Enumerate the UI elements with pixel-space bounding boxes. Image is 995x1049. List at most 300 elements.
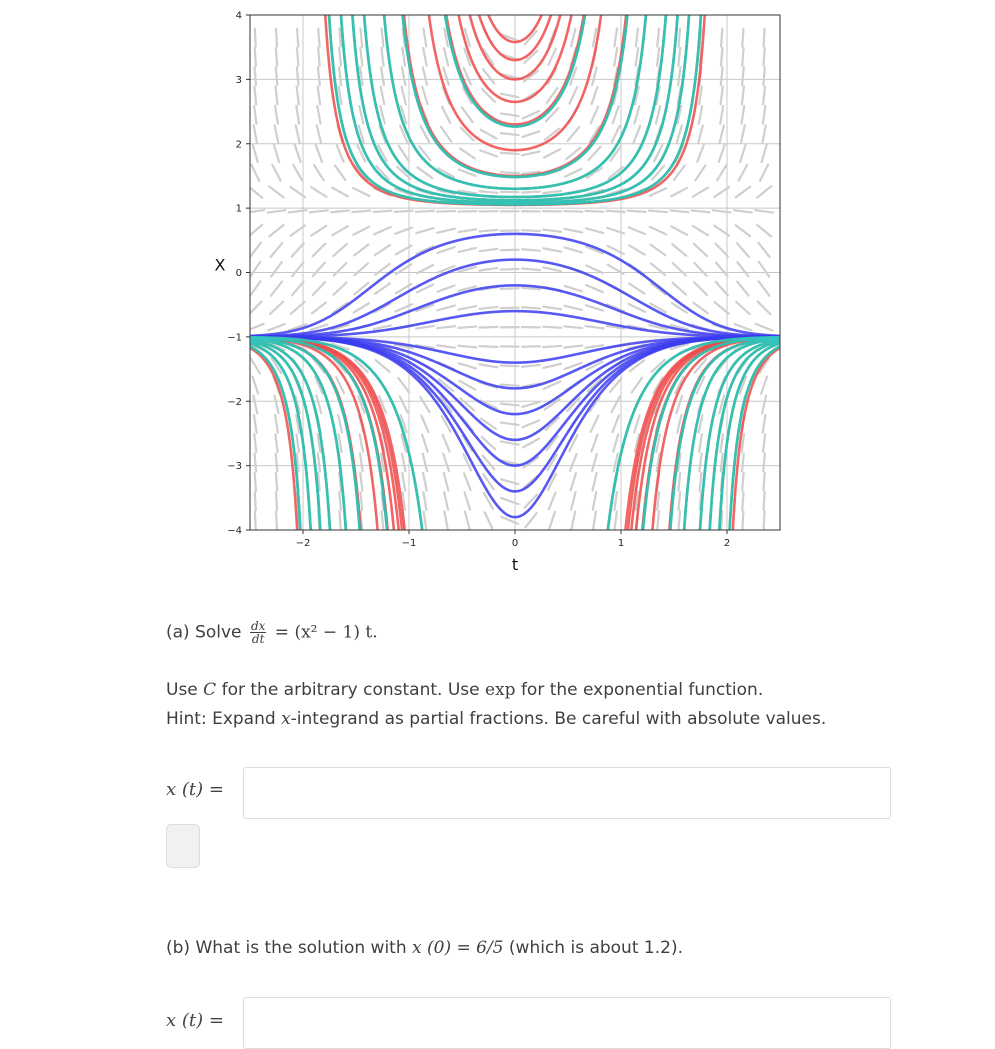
slope-segment [673, 283, 686, 295]
slope-segment [593, 492, 596, 510]
slope-segment [331, 210, 349, 212]
slope-segment [395, 228, 412, 234]
slope-segment [458, 229, 476, 232]
slope-segment [716, 282, 728, 295]
slope-segment [274, 145, 279, 162]
slope-segment [360, 473, 362, 491]
slope-segment [481, 130, 497, 139]
slope-segment [571, 473, 576, 490]
slope-segment [318, 29, 319, 47]
slope-segment [501, 441, 519, 444]
slope-segment [763, 67, 765, 85]
slope-segment [416, 228, 433, 233]
slope-segment [423, 48, 426, 66]
slope-segment [354, 244, 368, 255]
slope-segment [522, 151, 540, 155]
slope-segment [423, 454, 427, 471]
slope-segment [422, 435, 428, 452]
slope-segment [332, 226, 348, 235]
slope-segment [501, 288, 519, 289]
slope-segment [460, 148, 475, 158]
slope-segment [636, 48, 638, 66]
slope-segment [721, 87, 723, 105]
slope-segment [318, 48, 320, 66]
slope-segment [615, 511, 617, 529]
slope-segment [251, 165, 259, 181]
slope-segment [480, 346, 498, 347]
slope-segment [480, 327, 498, 328]
y-tick-label: 3 [236, 75, 242, 86]
slope-segment [693, 303, 707, 314]
slope-segment [742, 511, 743, 529]
slope-segment [310, 210, 328, 212]
slope-segment [636, 29, 638, 47]
slope-segment [694, 244, 707, 256]
slope-segment [586, 345, 604, 348]
hint-variable: x [281, 709, 291, 729]
slope-segment [713, 210, 731, 212]
slope-segment [586, 266, 602, 273]
slope-segment [443, 435, 450, 452]
slope-segment [523, 420, 540, 427]
slope-segment [763, 48, 764, 66]
initial-condition: x (0) = 6/5 [412, 938, 503, 958]
slope-segment [276, 473, 277, 491]
x-axis-label: t [512, 555, 518, 574]
slope-segment [458, 327, 476, 328]
slope-segment [255, 492, 256, 510]
part-b-answer-label: x (t) = [166, 1010, 224, 1031]
slope-segment [465, 492, 470, 509]
slope-segment [756, 324, 773, 331]
slope-segment [272, 165, 280, 181]
slope-segment [249, 301, 261, 314]
slope-segment [586, 228, 603, 233]
slope-segment [739, 165, 748, 181]
slope-segment [276, 511, 277, 529]
slope-segment [650, 227, 666, 235]
slope-segment [462, 108, 473, 123]
slope-segment [764, 492, 765, 510]
slope-segment [760, 165, 768, 181]
slope-segment [317, 106, 320, 124]
slope-segment [458, 306, 476, 309]
slope-segment [360, 29, 362, 47]
y-tick-label: −3 [227, 461, 242, 472]
slope-segment [253, 145, 258, 162]
slope-segment [549, 512, 555, 529]
slope-segment [634, 126, 641, 143]
part-a-answer-input[interactable] [243, 767, 891, 819]
slope-segment [254, 125, 257, 143]
slope-segment [271, 281, 282, 295]
slope-segment [763, 106, 765, 124]
slope-segment [742, 67, 744, 85]
slope-segment [543, 191, 561, 193]
slope-segment [736, 302, 749, 314]
slope-segment [480, 191, 498, 193]
slope-segment [360, 492, 362, 510]
slope-segment [480, 150, 497, 156]
ode-right-hand-side: = (x² − 1) t. [275, 623, 378, 643]
slope-segment [292, 243, 304, 256]
slope-segment [254, 415, 257, 433]
slope-segment [421, 416, 428, 433]
slope-segment [374, 211, 392, 212]
slope-segment [250, 281, 260, 296]
slope-segment [763, 453, 765, 471]
slope-segment [612, 415, 618, 432]
slope-segment [757, 225, 771, 236]
slope-segment [721, 67, 723, 85]
slope-segment [699, 434, 702, 452]
slope-segment [721, 453, 723, 471]
slope-segment [398, 378, 409, 392]
slope-segment [402, 473, 405, 491]
slope-segment [742, 492, 743, 510]
slope-segment [501, 113, 519, 116]
slope-segment [313, 263, 325, 276]
slope-segment [382, 29, 384, 47]
slope-segment [720, 125, 724, 143]
slope-segment [678, 67, 680, 85]
slope-segment [759, 262, 769, 277]
slope-segment [442, 107, 450, 123]
slope-segment [483, 69, 494, 83]
slope-segment [255, 473, 256, 491]
slope-segment [255, 48, 256, 66]
slope-segment [522, 346, 540, 347]
part-b-answer-input[interactable] [243, 997, 891, 1049]
slope-segment [295, 145, 301, 162]
slope-segment [649, 211, 667, 212]
slope-segment [758, 302, 771, 315]
slope-segment [565, 247, 582, 252]
slope-segment [764, 511, 765, 529]
slope-segment [318, 67, 320, 85]
slope-segment [444, 48, 448, 65]
slope-segment [715, 243, 727, 256]
slope-segment [276, 29, 277, 47]
slope-segment [374, 227, 390, 234]
slope-segment [564, 326, 582, 328]
slope-segment [275, 125, 279, 143]
slope-segment [480, 249, 498, 251]
slope-segment [565, 169, 581, 177]
slope-segment [335, 165, 345, 180]
slope-segment [671, 226, 687, 235]
y-tick-label: 0 [236, 268, 242, 279]
slope-segment [437, 229, 455, 233]
slope-segment [695, 165, 705, 180]
slope-segment [522, 365, 540, 367]
derivative-fraction [250, 620, 266, 645]
slope-segment [657, 29, 659, 47]
slope-segment [720, 106, 723, 124]
slope-segment [734, 324, 751, 330]
slope-segment [762, 125, 765, 143]
slope-segment [276, 87, 278, 105]
y-tick-label: −2 [227, 397, 242, 408]
slope-segment [522, 288, 540, 290]
slope-segment [699, 87, 702, 105]
hint-text-1: Hint: Expand [166, 709, 276, 729]
fraction-numerator: dx [250, 620, 266, 633]
slope-segment [313, 282, 325, 295]
slope-segment [354, 303, 369, 312]
slope-segment [269, 187, 283, 198]
slope-segment [423, 492, 426, 510]
slope-segment [354, 283, 368, 294]
slope-segment [698, 125, 703, 142]
slope-segment [459, 363, 476, 368]
slope-segment [339, 511, 340, 529]
slope-segment [444, 511, 447, 529]
slope-segment [253, 396, 257, 414]
slope-segment [670, 211, 688, 213]
constant-symbol: C [203, 680, 216, 700]
slope-segment [268, 210, 286, 212]
slope-segment [355, 263, 369, 275]
slope-segment [611, 397, 620, 413]
slope-segment [339, 492, 341, 510]
slope-segment [289, 210, 307, 212]
slope-segment [444, 473, 449, 490]
slope-segment [339, 48, 341, 66]
slope-segment [564, 346, 582, 348]
slope-segment [275, 434, 277, 452]
slope-segment [525, 513, 536, 527]
slope-segment [564, 229, 582, 232]
slope-segment [311, 187, 326, 197]
slope-segment [274, 396, 278, 414]
slope-segment [737, 243, 749, 257]
slope-segment [570, 87, 577, 103]
slope-segment [501, 133, 519, 135]
slope-segment [437, 211, 455, 212]
slope-segment [297, 48, 298, 66]
x-tick-label: 0 [512, 538, 518, 549]
y-tick-label: 4 [236, 11, 242, 22]
slope-segment [480, 364, 498, 367]
hint-text-2: -integrand as partial fractions. Be careful with absolute values. [291, 709, 827, 729]
slope-segment [246, 210, 264, 213]
slope-segment [634, 415, 639, 432]
slope-segment [586, 285, 603, 292]
slope-segment [607, 211, 625, 212]
slope-segment [317, 125, 321, 142]
slope-segment [591, 435, 597, 452]
slope-segment [501, 479, 518, 484]
slope-segment [399, 146, 409, 161]
slope-segment [632, 378, 642, 393]
y-axis-label: X [215, 256, 226, 275]
slope-segment [353, 188, 369, 196]
slope-segment [717, 165, 726, 180]
slope-segment [297, 87, 299, 105]
slope-segment [591, 107, 598, 123]
slope-segment [297, 67, 299, 85]
slope-segment [522, 307, 540, 308]
slope-segment [522, 230, 540, 231]
slope-segment [501, 94, 519, 98]
slope-segment [253, 377, 259, 394]
y-tick-label: −4 [227, 526, 242, 537]
slope-segment [441, 127, 451, 142]
slope-segment [375, 245, 390, 255]
slope-segment [592, 454, 597, 471]
slope-segment [339, 67, 341, 85]
slope-segment [721, 48, 722, 66]
y-tick-label: 1 [236, 204, 242, 215]
slope-segment [296, 125, 300, 143]
slope-segment [629, 304, 645, 312]
slope-segment [697, 145, 704, 162]
slope-segment [424, 511, 426, 529]
slope-segment [248, 225, 262, 237]
slope-segment [501, 269, 519, 270]
slope-segment [678, 492, 680, 510]
slope-segment [339, 434, 342, 452]
slope-segment [254, 434, 256, 452]
slope-segment [755, 210, 773, 212]
slope-segment [275, 415, 278, 433]
slope-segment [699, 106, 702, 124]
slope-segment [501, 366, 519, 367]
slope-segment [677, 125, 682, 142]
slope-segment [613, 434, 618, 451]
part-a-answer-label: x (t) = [166, 779, 224, 800]
slope-segment [592, 67, 597, 84]
slope-segment [275, 106, 278, 124]
slope-segment [543, 364, 561, 368]
slope-segment [255, 29, 256, 47]
exp-symbol: exp [485, 680, 516, 700]
slope-segment [296, 106, 299, 124]
slope-segment [276, 67, 278, 85]
slope-segment [437, 326, 455, 328]
slope-segment [657, 48, 659, 66]
slope-segment [276, 492, 277, 510]
slope-segment [699, 453, 701, 471]
slope-segment [501, 498, 518, 504]
slope-segment [763, 87, 765, 105]
slope-segment [763, 473, 764, 491]
slope-segment [438, 247, 455, 253]
slope-segment [759, 281, 770, 295]
x-tick-label: 2 [724, 538, 730, 549]
slope-segment [269, 225, 283, 236]
slope-segment [522, 402, 539, 407]
slope-segment [764, 29, 765, 47]
slope-segment [679, 29, 681, 47]
slope-segment [482, 89, 495, 102]
slope-segment [742, 453, 744, 471]
y-tick-label: 2 [236, 139, 242, 150]
slope-segment [339, 29, 340, 47]
preview-button[interactable] [166, 824, 200, 868]
slope-segment [742, 473, 743, 491]
slope-segment [737, 282, 748, 296]
slope-segment [276, 48, 277, 66]
slope-segment [312, 302, 326, 313]
slope-segment [543, 346, 561, 347]
slope-segment [571, 29, 575, 46]
slope-segment [318, 87, 320, 105]
slope-segment [761, 377, 767, 394]
fraction-denominator: dt [250, 633, 266, 645]
slope-segment [593, 511, 596, 529]
part-b-question [166, 938, 683, 958]
slope-segment [402, 48, 405, 66]
slope-segment [570, 454, 577, 471]
slope-segment [571, 512, 575, 530]
slope-segment [678, 473, 680, 491]
slope-segment [360, 434, 363, 452]
slope-segment [338, 415, 342, 433]
slope-segment [543, 307, 561, 310]
slope-segment [719, 145, 725, 162]
slope-segment [395, 211, 413, 212]
slope-segment [678, 48, 680, 66]
slope-segment [651, 245, 666, 256]
slope-segment [480, 230, 498, 232]
slope-segment [614, 492, 617, 510]
slope-segment [758, 243, 769, 257]
slope-segment [629, 227, 646, 234]
slope-segment [501, 423, 519, 425]
part-b-prefix: (b) What is the solution with [166, 938, 407, 958]
instruction-text-1: Use [166, 680, 198, 700]
slope-segment [734, 210, 752, 212]
part-a-question [166, 620, 378, 645]
slope-segment [276, 453, 278, 471]
slope-segment [549, 493, 556, 510]
slope-segment [458, 346, 476, 348]
slope-segment [671, 188, 687, 196]
y-tick-label: −1 [227, 332, 242, 343]
slope-segment [613, 106, 619, 123]
slope-segment [565, 286, 582, 291]
slope-segment [543, 230, 561, 232]
slope-segment [571, 492, 575, 509]
slope-segment [676, 396, 682, 413]
slope-segment [762, 396, 766, 414]
slope-segment [459, 381, 475, 390]
slope-segment [293, 165, 302, 181]
slope-segment [720, 434, 722, 452]
direction-field-plot [195, 0, 795, 580]
slope-segment [543, 327, 561, 328]
slope-segment [352, 211, 370, 213]
slope-segment [592, 87, 598, 104]
slope-segment [464, 473, 470, 490]
slope-segment [443, 68, 448, 85]
slope-segment [480, 268, 498, 271]
slope-segment [423, 67, 427, 85]
slope-segment [736, 187, 751, 198]
slope-segment [311, 226, 326, 236]
part-a-instructions [166, 680, 763, 700]
slope-segment [353, 227, 369, 235]
slope-segment [737, 262, 748, 276]
slope-segment [465, 512, 470, 529]
slope-segment [607, 228, 624, 234]
slope-segment [501, 385, 519, 386]
slope-segment [543, 267, 561, 271]
slope-segment [586, 326, 604, 328]
slope-segment [586, 211, 604, 212]
